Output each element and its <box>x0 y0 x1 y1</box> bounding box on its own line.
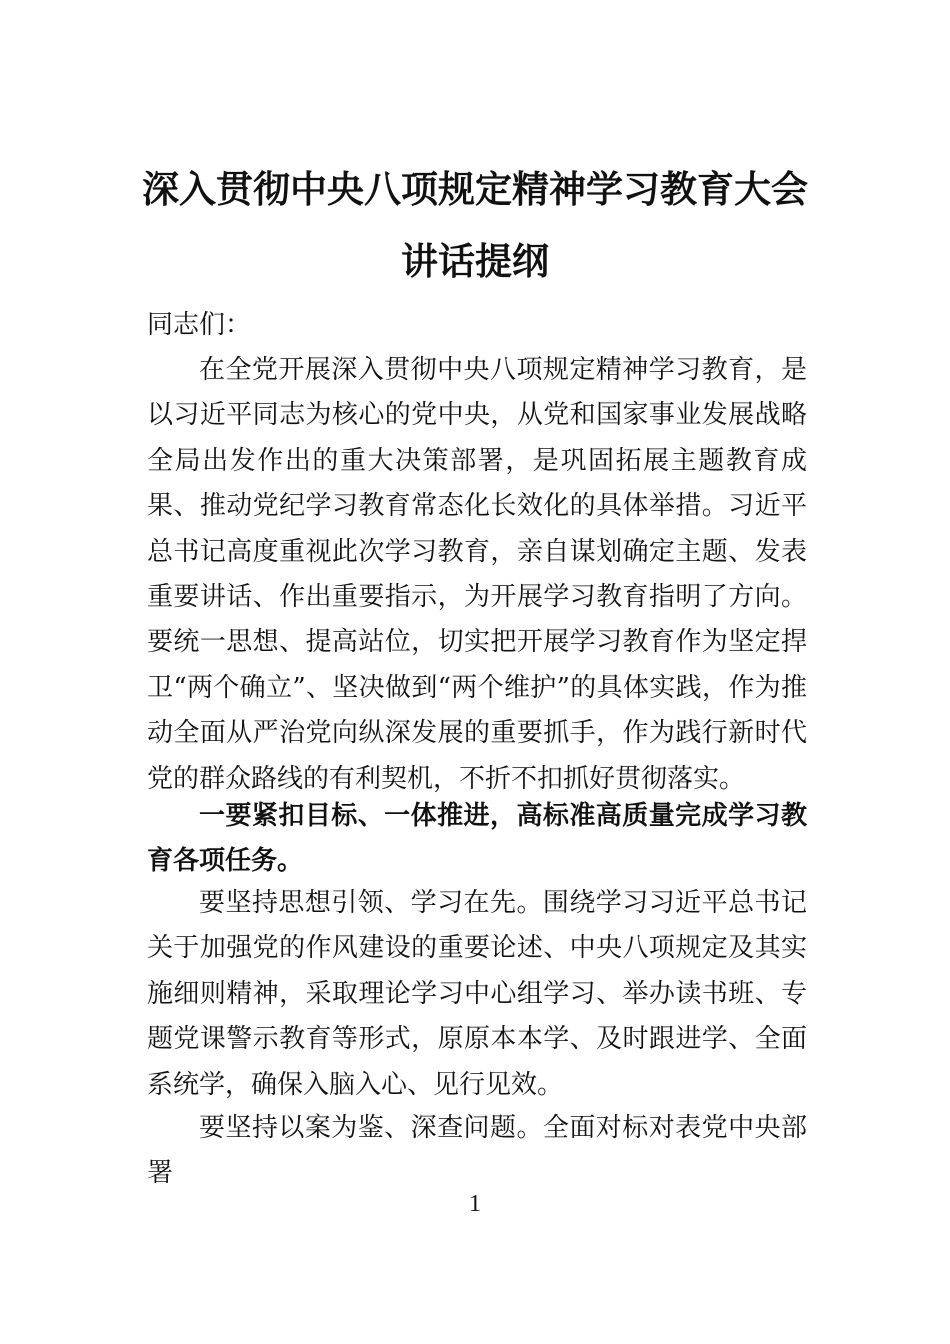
document-title-line-2: 讲话提纲 <box>401 240 549 283</box>
greeting: 同志们： <box>147 310 252 340</box>
page-number: 1 <box>469 1191 481 1217</box>
section-heading-1: 一要紧扣目标、一体推进，高标准高质量完成学习教育各项任务。 <box>147 801 807 877</box>
paragraph-intro: 在全党开展深入贯彻中央八项规定精神学习教育，是以习近平同志为核心的党中央，从党和国家事业发展战略全局出发作出的重大决策部署，是巩固拓展主题教育成果、推动党纪学习教育常态化长效化的具体举措。习近平总书记高度重视此次学习教育，亲自谋划确定主题、发表重要讲话、作出重要指示，为开展学习教育指明了方向。要统一思想、提高站位，切实把开展学习教育作为坚定捍卫“两个确立”、坚决做到“两个维护”的具体实践，作为推动全面从严治党向纵深发展的重要抓手，作为践行新时代党的群众路线的有利契机，不折不扣抓好贯彻落实。 <box>147 355 807 794</box>
document-title-line-1: 深入贯彻中央八项规定精神学习教育大会 <box>142 168 808 211</box>
paragraph-cases: 要坚持以案为鉴、深查问题。全面对标对表党中央部署 <box>147 1113 807 1189</box>
paragraph-study: 要坚持思想引领、学习在先。围绕学习习近平总书记关于加强党的作风建设的重要论述、中央八项规定及其实施细则精神，采取理论学习中心组学习、举办读书班、专题党课警示教育等形式，原原本本学、及时跟进学、全面系统学，确保入脑入心、见行见效。 <box>147 888 807 1100</box>
